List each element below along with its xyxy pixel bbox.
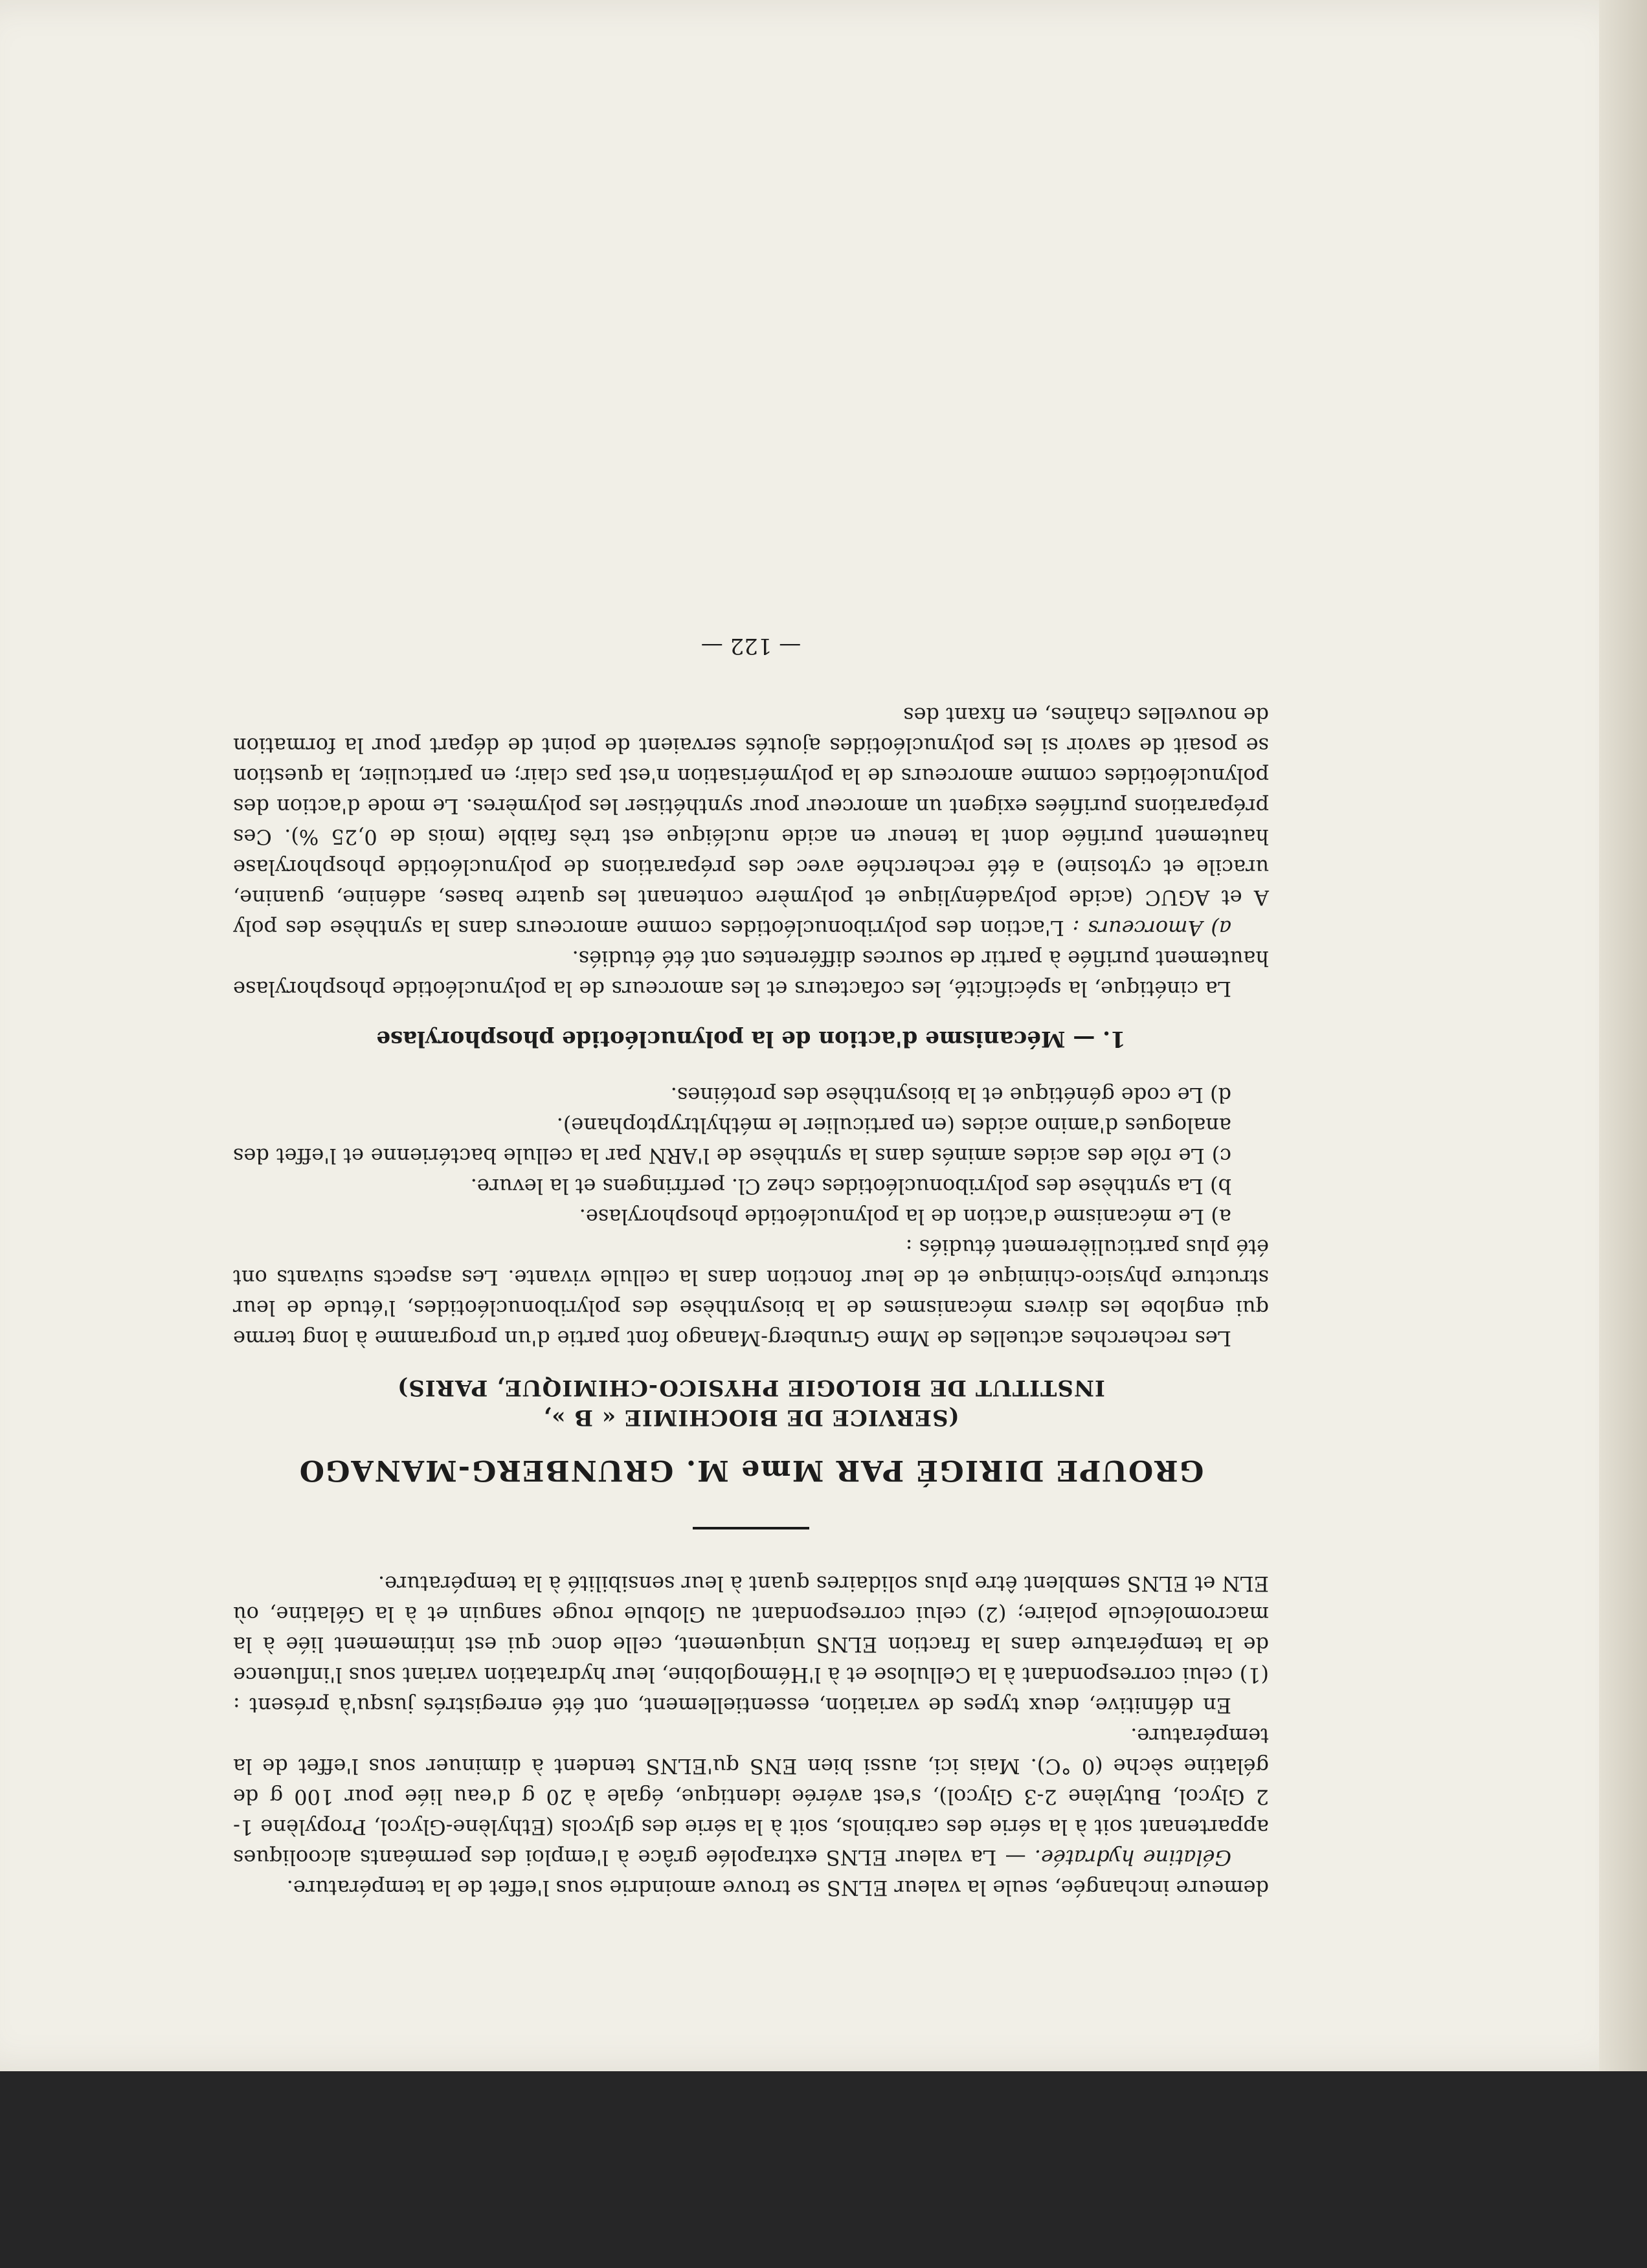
page-number: — 122 — xyxy=(700,633,801,659)
topics-list xyxy=(233,1080,1269,1232)
amorceurs-paragraph xyxy=(233,700,1269,943)
gelatine-label: Gélatine hydratée. xyxy=(1034,1845,1231,1870)
scanner-background xyxy=(0,2071,1647,2268)
amorceurs-label: a) Amorceurs : xyxy=(1072,916,1231,940)
conclusion-paragraph: En définitive, deux types de variation, essentiellement, ont été enregistrés jusqu'à présent : (1) celui correspondant à la Cellulose et à l'Hémoglobine, leur hydratation variant sous l'influence de la température dans la fraction ELNS uniquement, celle donc qui est intimement liée à la macromolécule polaire; (2) celui correspondant au Globule rouge sanguin et à la Gélatine, où ELN et ELNS semblent être plus solidaires quant à leur sensibilité à la température. xyxy=(233,1572,1269,1718)
service-line-2: INSTITUT DE BIOLOGIE PHYSICO-CHIMIQUE, PARIS) xyxy=(397,1375,1105,1401)
continuation-paragraph: demeure inchangée, seule la valeur ELNS se trouve amoindrie sous l'effet de la température. xyxy=(286,1876,1269,1900)
service-heading xyxy=(233,1373,1269,1432)
group-title: GROUPE DIRIGÉ PAR Mme M. GRUNBERG-MANAGO xyxy=(298,1454,1204,1487)
gelatine-text: — La valeur ELNS extrapolée grâce à l'emploi des perméants alcooliques appartenant soit à la série des carbinols, soit à la série des glycols (Ethylène-Glycol, Propylène 1-2 Glycol, Butylène 2-3 Glycol), s'est avérée identique, égale à 20 g d'eau liée pour 100 g de gélatine sèche (0 °C). Mais ici, aussi bien ENS qu'ELNS tendent à diminuer sous l'effet de la température. xyxy=(232,1724,1269,1870)
amorceurs-text: L'action des polyribonucléotides comme amorceurs dans la synthèse des poly A et AGUC (acide polyadénylique et polymère contenant les quatre bases, adénine, guanine, uracile et cytosine) a été recherchée avec des préparations de polynucléotide phosphorylase hautement purifiée dont la teneur en acide nucléique est très faible (mois de 0,25 %). Ces préparations purifiées exigent un amorceur pour synthétiser les polymères. Le mode d'action des polynucléotides comme amorceurs de la polymérisation n'est pas clair; en particulier, la question se posait de savoir si les polynucléotides ajoutés servaient de point de départ pour la formation de nouvelles chaînes, en fixant des xyxy=(232,703,1269,940)
kinetics-paragraph: La cinétique, la spécificité, les cofacteurs et les amorceurs de la polynucléotide phosphorylase hautement purifiée à partir de sources différentes ont été étudiés. xyxy=(233,946,1269,1001)
list-item: d) Le code génétique et la biosynthèse des protéines. xyxy=(670,1083,1231,1107)
page-content xyxy=(233,220,1269,1903)
list-item: b) La synthèse des polyribonucléotides chez Cl. perfringens et la levure. xyxy=(470,1174,1231,1199)
section-title: 1. — Mécanisme d'action de la polynucléotide phosphorylase xyxy=(376,1026,1126,1052)
intro-paragraph: Les recherches actuelles de Mme Grunberg-Manago font partie d'un programme à long terme qui englobe les divers mécanismes de la biosynthèse des polyribonucléotides, l'étude de leur structure physico-chimique et de leur fonction dans la cellule vivante. Les aspects suivants ont été plus particulièrement étudiés : xyxy=(233,1235,1269,1351)
list-item: c) Le rôle des acides aminés dans la synthèse de l'ARN par la cellule bactérienne et l'effet des analogues d'amino acides (en particulier le méthyltryptophane). xyxy=(233,1113,1231,1168)
section-divider xyxy=(693,1527,809,1529)
list-item: a) Le mécanisme d'action de la polynucléotide phosphorylase. xyxy=(579,1205,1231,1229)
gelatine-paragraph xyxy=(233,1720,1269,1873)
page-edge xyxy=(1599,0,1647,2071)
service-line-1: (SERVICE DE BIOCHIMIE « B », xyxy=(543,1405,959,1430)
